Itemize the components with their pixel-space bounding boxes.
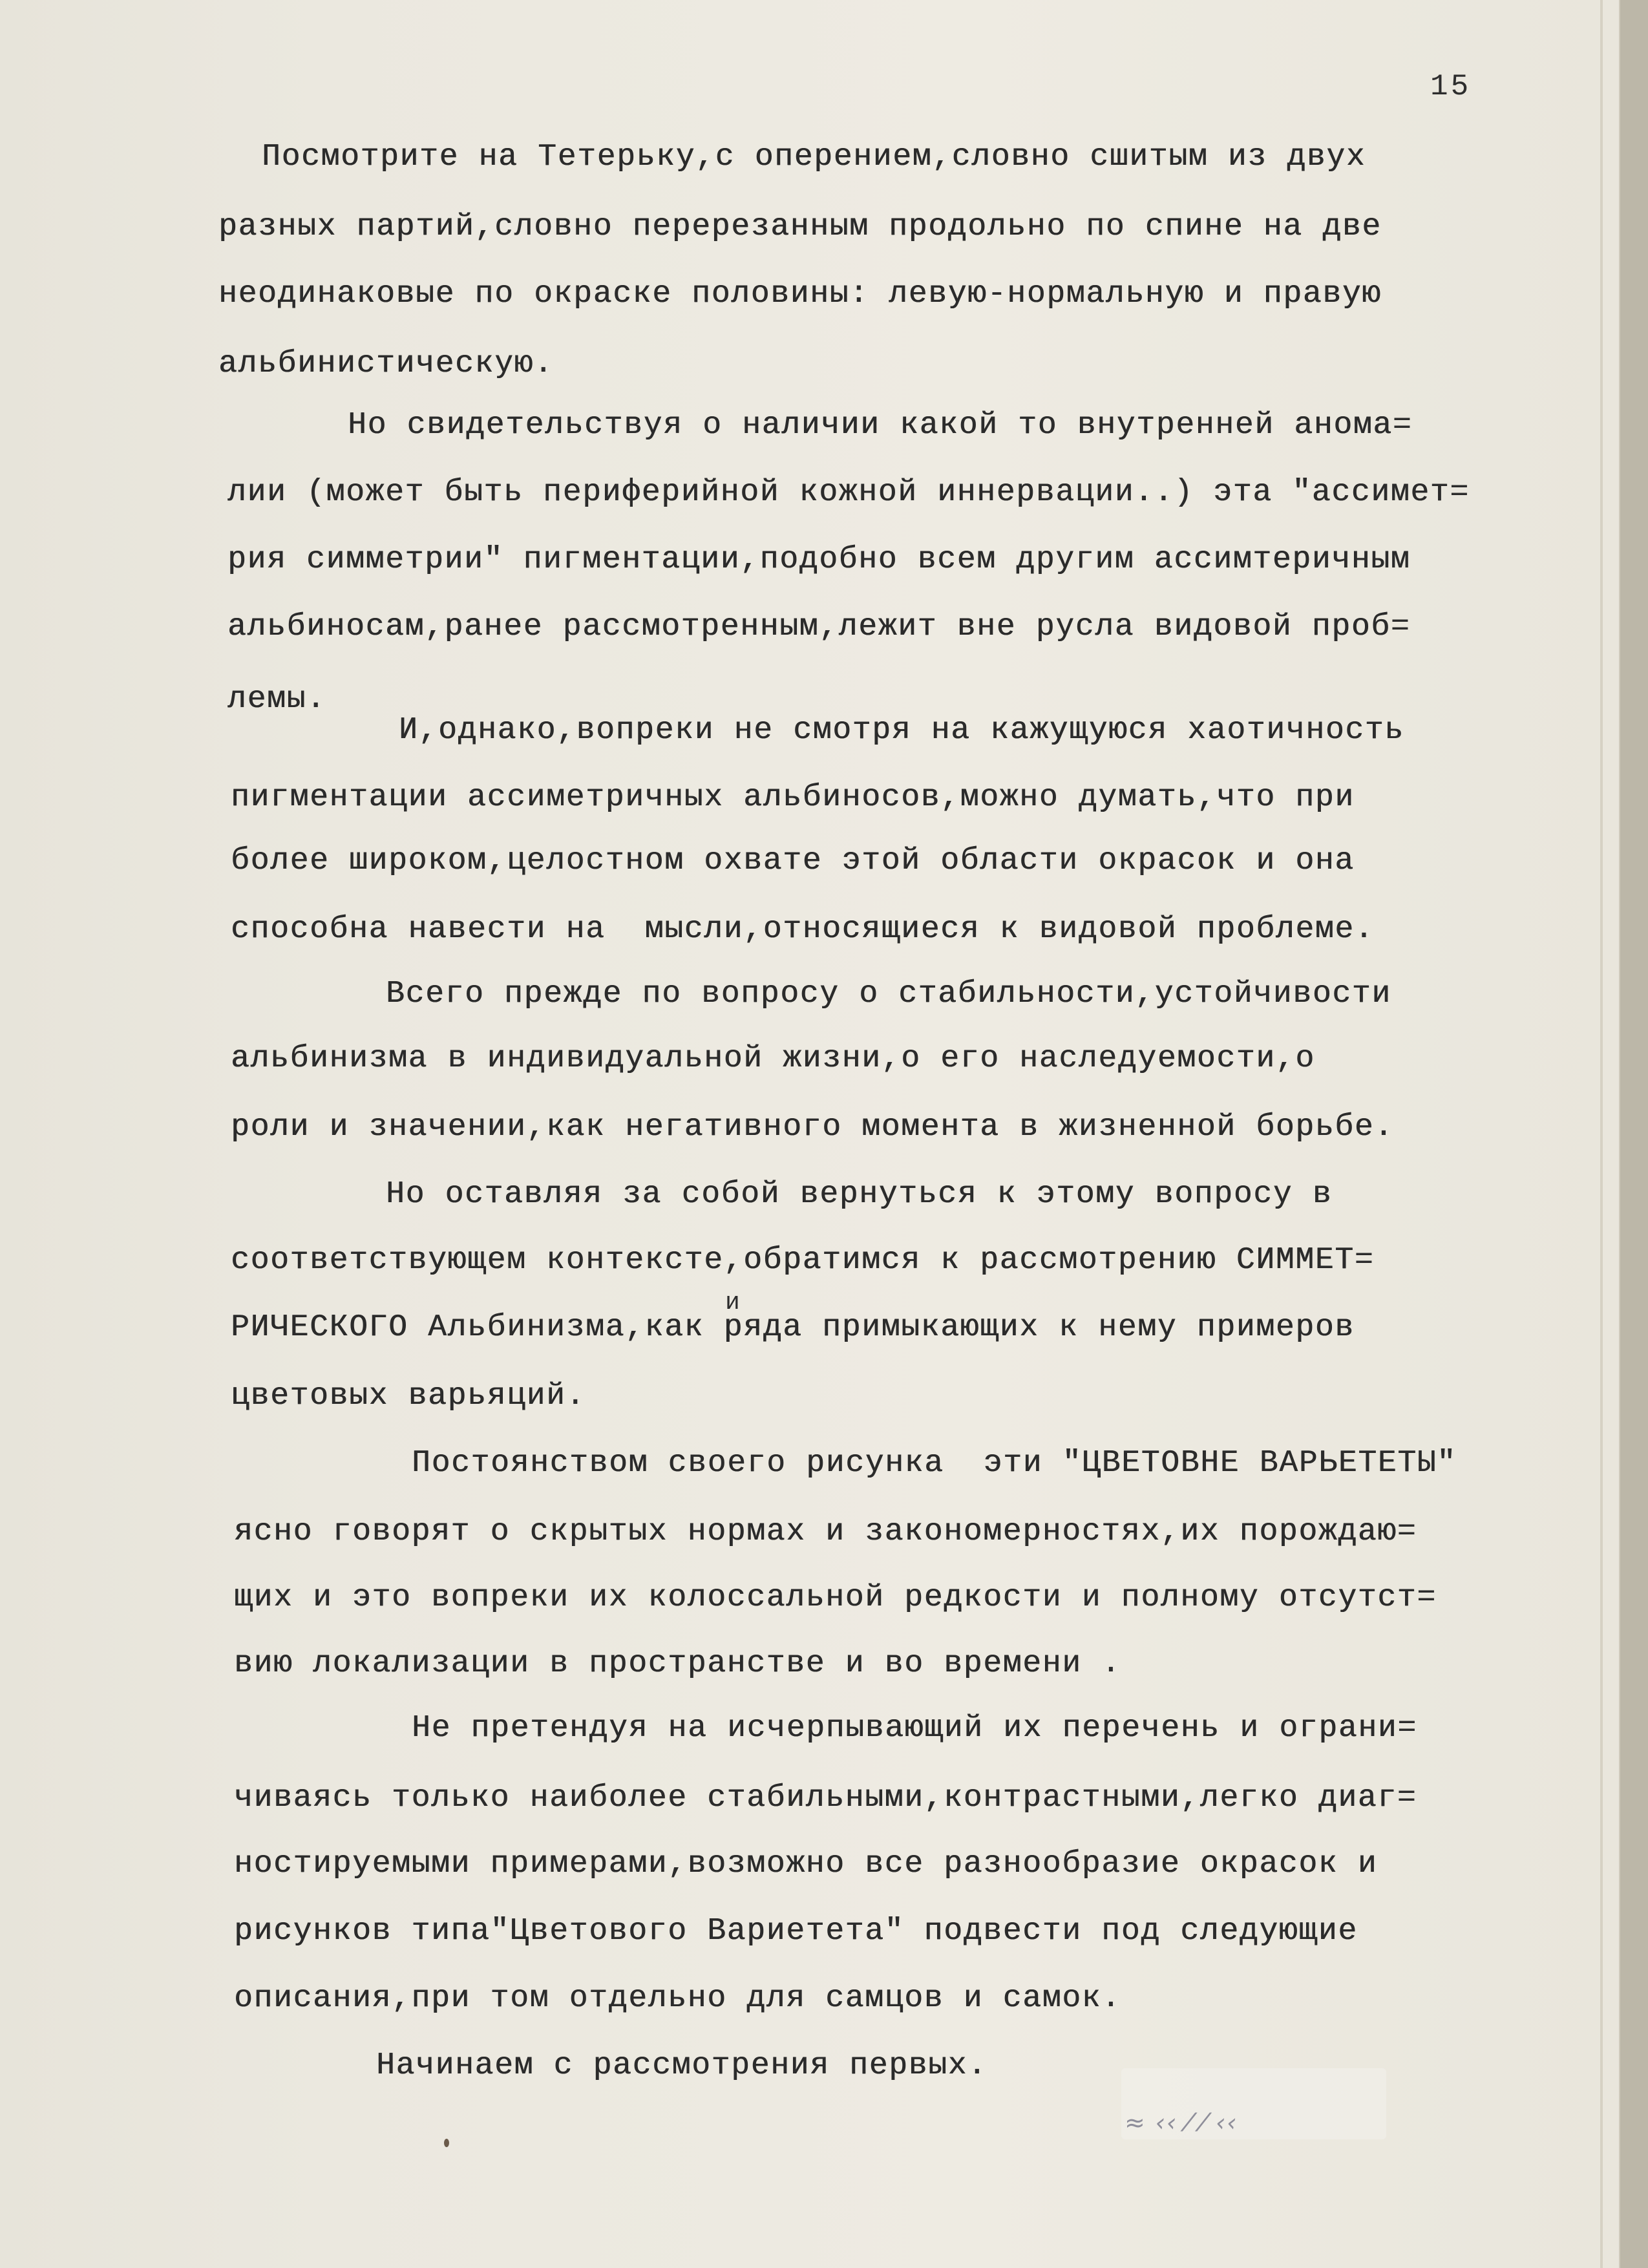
text-line: РИЧЕСКОГО Альбинизма,как ряда примыкающих к нему примеров bbox=[231, 1310, 1355, 1345]
text-line: альбинизма в индивидуальной жизни,о его наследуемости,о bbox=[231, 1041, 1315, 1076]
text-line: ясно говорят о скрытых нормах и закономерностях,их порождаю= bbox=[234, 1514, 1417, 1549]
paper-fold bbox=[1600, 0, 1603, 2268]
text-line: роли и значении,как негативного момента в жизненной борьбе. bbox=[231, 1110, 1394, 1145]
text-line: Но оставляя за собой вернуться к этому вопросу в bbox=[386, 1177, 1333, 1212]
page-number: 15 bbox=[1430, 70, 1472, 103]
text-line: вию локализации в пространстве и во времени . bbox=[234, 1646, 1121, 1681]
text-line: пигментации ассиметричных альбиносов,можно думать,что при bbox=[231, 780, 1355, 815]
text-line: альбиносам,ранее рассмотренным,лежит вне русла видовой проб= bbox=[227, 609, 1411, 644]
handwritten-insertion: и bbox=[725, 1289, 740, 1317]
text-line: лемы. bbox=[227, 682, 326, 717]
stamp-scribble: ≈ ‹‹ ⁄ ⁄ ‹‹ bbox=[1125, 2108, 1238, 2137]
text-line: разных партий,словно перерезанным продольно по спине на две bbox=[218, 209, 1382, 244]
text-line: способна навести на мысли,относящиеся к видовой проблеме. bbox=[231, 912, 1375, 947]
text-line: описания,при том отдельно для самцов и самок. bbox=[234, 1981, 1121, 2016]
text-line: Посмотрите на Тетерьку,с оперением,словно сшитым из двух bbox=[262, 140, 1366, 175]
text-line: Всего прежде по вопросу о стабильности,устойчивости bbox=[386, 977, 1391, 1012]
text-line: чиваясь только наиболее стабильными,контрастными,легко диаг= bbox=[234, 1781, 1417, 1816]
text-line: рисунков типа"Цветового Вариетета" подвести под следующие bbox=[234, 1914, 1358, 1949]
text-line: лии (может быть периферийной кожной иннервации..) эта "ассимет= bbox=[227, 475, 1470, 510]
text-line: щих и это вопреки их колоссальной редкости и полному отсутст= bbox=[234, 1580, 1437, 1615]
text-line: неодинаковые по окраске половины: левую-нормальную и правую bbox=[218, 277, 1382, 312]
text-line: более широком,целостном охвате этой области окрасок и она bbox=[231, 843, 1355, 878]
text-line: Постоянством своего рисунка эти "ЦВЕТОВНЕ ВАРЬЕТЕТЫ" bbox=[412, 1446, 1457, 1481]
text-line: Не претендуя на исчерпывающий их перечень и ограни= bbox=[412, 1711, 1417, 1746]
text-line: ностируемыми примерами,возможно все разнообразие окрасок и bbox=[234, 1847, 1378, 1881]
text-line: Начинаем с рассмотрения первых. bbox=[376, 2048, 988, 2083]
text-line: цветовых варьяций. bbox=[231, 1379, 586, 1414]
ink-mark bbox=[444, 2139, 449, 2147]
text-line: рия симметрии" пигментации,подобно всем другим ассимтеричным bbox=[227, 542, 1411, 577]
text-line: альбинистическую. bbox=[218, 346, 554, 381]
text-line: Но свидетельствуя о наличии какой то внутренней анома= bbox=[348, 408, 1413, 443]
paper-edge bbox=[1620, 0, 1648, 2268]
text-line: И,однако,вопреки не смотря на кажущуюся хаотичность bbox=[399, 713, 1404, 748]
text-line: соответствующем контексте,обратимся к рассмотрению СИММЕТ= bbox=[231, 1243, 1375, 1278]
